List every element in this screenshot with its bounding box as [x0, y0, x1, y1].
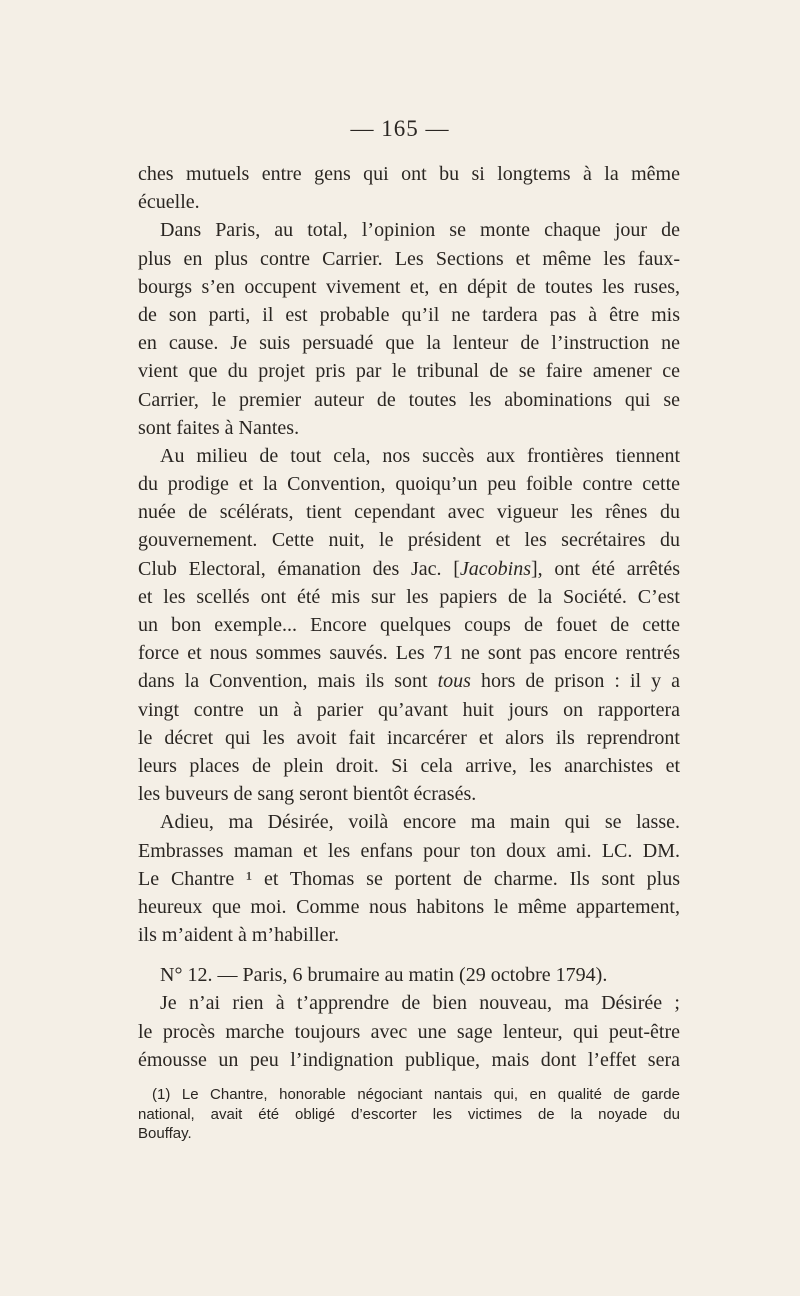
text-line: vient que du projet pris par le tribunal de se faire amener ce [138, 360, 680, 383]
text-line: du prodige et la Convention, quoiqu’un peu foible contre cette [138, 473, 680, 496]
spacer [138, 949, 680, 961]
text-line: dans la Convention, mais ils sont tous hors de prison : il y a [138, 670, 680, 693]
text-line: leurs places de plein droit. Si cela arrive, les anarchistes et [138, 754, 680, 777]
text-line: écuelle. [138, 191, 200, 214]
text-line: Club Electoral, émanation des Jac. [Jacobins], ont été arrêtés [138, 557, 680, 580]
text-line: Au milieu de tout cela, nos succès aux frontières tiennent [160, 444, 680, 467]
text-line: vingt contre un à parier qu’avant huit jours on rapportera [138, 698, 680, 721]
text-line: émousse un peu l’indignation publique, mais dont l’effet sera [138, 1048, 680, 1071]
text-line: gouvernement. Cette nuit, le président et les secrétaires du [138, 529, 680, 552]
text-line: de son parti, il est probable qu’il ne tardera pas à être mis [138, 303, 680, 326]
text-line: les buveurs de sang seront bientôt écrasés. [138, 783, 477, 806]
footnote-line: (1) Le Chantre, honorable négociant nantais qui, en qualité de garde [152, 1086, 680, 1103]
text-line: sont faites à Nantes. [138, 416, 300, 439]
body-text [138, 160, 680, 1074]
text-line: Dans Paris, au total, l’opinion se monte chaque jour de [160, 219, 680, 242]
text-line: le procès marche toujours avec une sage lenteur, qui peut-être [138, 1020, 680, 1043]
text-line: le décret qui les avoit fait incarcérer et alors ils reprendront [138, 726, 680, 749]
text-line: Carrier, le premier auteur de toutes les abominations qui se [138, 388, 680, 411]
text-line: force et nous sommes sauvés. Les 71 ne sont pas encore rentrés [138, 642, 680, 665]
text-line: Je n’ai rien à t’apprendre de bien nouveau, ma Désirée ; [160, 992, 680, 1015]
text-line: et les scellés ont été mis sur les papiers de la Société. C’est [138, 585, 680, 608]
page-number: — 165 — [350, 116, 450, 141]
italic-word: tous [437, 670, 471, 693]
letter-heading: N° 12. — Paris, 6 brumaire au matin (29 octobre 1794). [160, 964, 608, 987]
text-line: heureux que moi. Comme nous habitons le même appartement, [138, 895, 680, 918]
text-line: plus en plus contre Carrier. Les Sections et même les faux- [138, 247, 680, 270]
footnote [138, 1085, 680, 1144]
text-line: bourgs s’en occupent vivement et, en dépit de toutes les ruses, [138, 275, 680, 298]
footnote-line: national, avait été obligé d’escorter les victimes de la noyade du [138, 1105, 680, 1123]
text-line: ches mutuels entre gens qui ont bu si longtems à la même [138, 163, 680, 185]
text-line: en cause. Je suis persuadé que la lenteur de l’instruction ne [138, 332, 680, 355]
text-line: ils m’aident à m’habiller. [138, 924, 340, 947]
text-line: Adieu, ma Désirée, voilà encore ma main qui se lasse. [160, 811, 680, 834]
text-line: un bon exemple... Encore quelques coups de fouet de cette [138, 614, 680, 636]
footnote-line: Bouffay. [138, 1125, 192, 1142]
text-line: Embrasses maman et les enfans pour ton doux ami. LC. DM. [138, 839, 680, 862]
text-line: nuée de scélérats, tient cependant avec vigueur les rênes du [138, 501, 680, 524]
text-line: Le Chantre ¹ et Thomas se portent de charme. Ils sont plus [138, 867, 680, 890]
italic-word: Jacobins [459, 557, 531, 580]
